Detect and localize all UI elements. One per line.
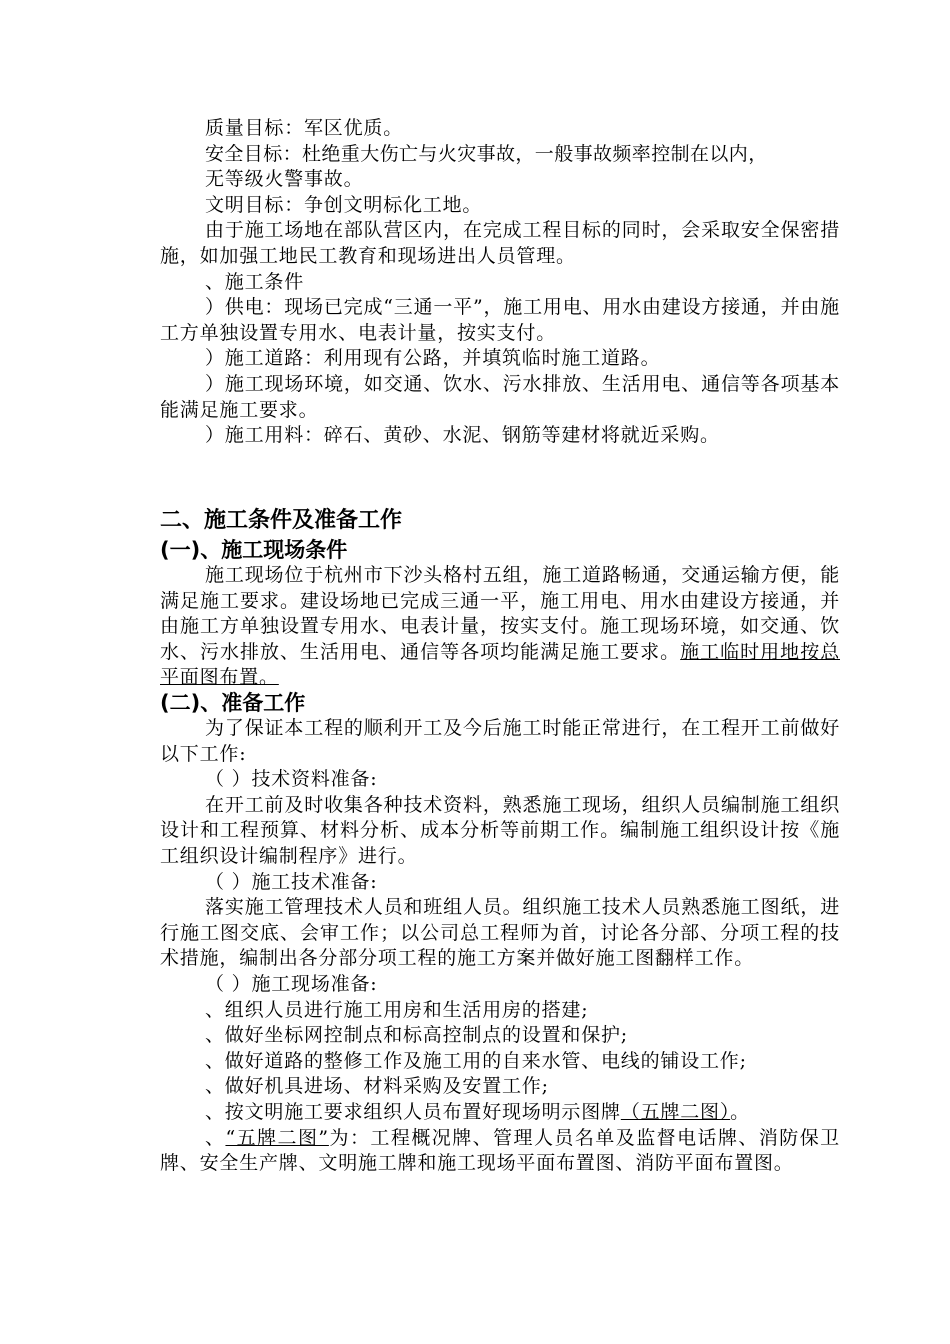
construction-road: ）施工道路：利用现有公路，并填筑临时施工道路。 <box>205 347 661 370</box>
subsection-title-preparation: (二)、准备工作 <box>160 691 306 715</box>
tech-docs-body: 在开工前及时收集各种技术资料，熟悉施工现场，组织人员编制施工组织设计和工程预算、材料分析、成本分析等前期工作。编制施工组织设计按《施工组织设计编制程序》进行。 <box>160 793 840 867</box>
site-layout-note: 施工临时用地按总平面图布置。 <box>160 640 840 689</box>
goals-block <box>160 116 840 449</box>
tech-prep-body: 落实施工管理技术人员和班组人员。组织施工技术人员熟悉施工图纸，进行施工图交底、会审工作；以公司总工程师为首，讨论各分部、分项工程的技术措施，编制出各分部分项工程的施工方案并做好施工图翻样工作。 <box>160 896 840 970</box>
signs-item-suffix: 。 <box>730 1100 750 1123</box>
section-title: 二、施工条件及准备工作 <box>160 508 403 533</box>
civil-goal: 文明目标：争创文明标化工地。 <box>205 193 483 216</box>
power-supply: ）供电：现场已完成“三通一平”，施工用电、用水由建设方接通，并由施工方单独设置专用水、电表计量，按实支付。 <box>160 296 840 344</box>
signs-item <box>160 1100 840 1126</box>
site-conditions-text: 施工现场位于杭州市下沙头格村五组，施工道路畅通，交通运输方便，能满足施工要求。建设场地已完成三通一平，施工用电、用水由建设方接通，并由施工方单独设置专用水、电表计量，按实支付。施工现场环境，如交通、饮水、污水排放、生活用电、通信等各项均能满足施工要求。 <box>160 564 840 663</box>
security-note: 由于施工场地在部队营区内，在完成工程目标的同时，会采取安全保密措施，如加强工地民工教育和现场进出人员管理。 <box>160 219 840 267</box>
preparation-intro: 为了保证本工程的顺利开工及今后施工时能正常进行，在工程开工前做好以下工作: <box>160 717 840 765</box>
subsection-title-site-conditions: (一)、施工现场条件 <box>160 538 348 562</box>
site-item-1: 、组织人员进行施工用房和生活用房的搭建; <box>205 998 589 1021</box>
site-item-3: 、做好道路的整修工作及施工用的自来水管、电线的铺设工作; <box>205 1049 747 1072</box>
five-signs-definition <box>160 1126 840 1177</box>
five-signs-term: “五牌二图” <box>225 1126 329 1149</box>
construction-materials: ）施工用料：碎石、黄砂、水泥、钢筋等建材将就近采购。 <box>205 424 720 447</box>
tech-prep-heading: （ ）施工技术准备: <box>205 870 378 893</box>
site-environment: ）施工现场环境，如交通、饮水、污水排放、生活用电、通信等各项基本能满足施工要求。 <box>160 372 840 421</box>
conditions-heading: 、施工条件 <box>205 270 305 293</box>
signs-item-underlined: （五牌二图） <box>620 1100 731 1123</box>
quality-goal: 质量目标：军区优质。 <box>205 117 404 139</box>
preparation-block <box>160 690 840 1177</box>
five-signs-prefix: 、 <box>205 1126 226 1149</box>
five-signs-body: 为：工程概况牌、管理人员名单及监督电话牌、消防保卫牌、安全生产牌、文明施工牌和施工现场平面布置图、消防平面布置图。 <box>160 1126 840 1175</box>
site-conditions-body <box>160 563 840 691</box>
site-item-2: 、做好坐标网控制点和标高控制点的设置和保护; <box>205 1024 629 1047</box>
site-item-4: 、做好机具进场、材料采购及安置工作; <box>205 1075 549 1098</box>
site-prep-heading: （ ）施工现场准备: <box>205 972 378 995</box>
section2-title-block <box>160 507 840 535</box>
safety-goal-line2: 无等级火警事故。 <box>205 168 364 191</box>
site-conditions-block <box>160 537 840 691</box>
safety-goal-line1: 安全目标：杜绝重大伤亡与火灾事故，一般事故频率控制在以内， <box>205 142 768 165</box>
signs-item-text: 、按文明施工要求组织人员布置好现场明示图牌 <box>205 1100 621 1123</box>
tech-docs-heading: （ ）技术资料准备: <box>205 768 378 791</box>
